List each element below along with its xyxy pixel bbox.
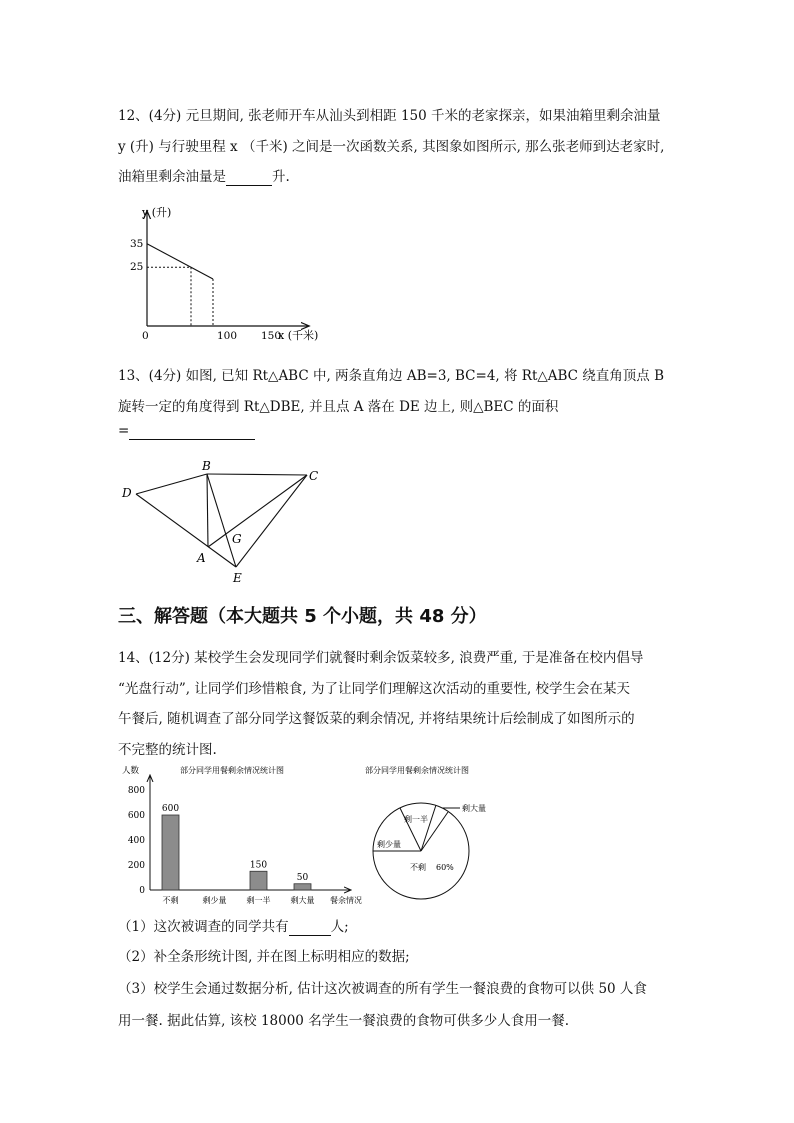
pie-label-large-remain: 剩大量 <box>462 804 486 813</box>
label-point-A: A <box>197 551 206 565</box>
q12-x-tick-150: 150 <box>261 330 282 342</box>
q12-x-axis-label: x (千米) <box>278 329 319 342</box>
q14-sub1-suffix: 人; <box>330 919 349 935</box>
bar-category-label: 剩一半 <box>246 896 271 905</box>
bar-y-tick-label: 600 <box>127 811 145 821</box>
bar-data-label: 50 <box>296 872 309 883</box>
q12-y-tick-35: 35 <box>130 238 144 250</box>
q14-sub1-answer-blank[interactable] <box>289 919 331 936</box>
bar-category-label: 剩大量 <box>290 896 315 905</box>
q14-pie-chart <box>360 760 560 908</box>
bar-data-label: 150 <box>249 860 268 871</box>
bar-y-tick-label: 800 <box>127 786 145 796</box>
q13-answer-blank[interactable] <box>129 423 255 440</box>
bar-mark <box>162 815 179 890</box>
q14-text-line3: 午餐后, 随机调查了部分同学这餐饭菜的剩余情况, 并将结果统计后绘制成了如图所示的 <box>118 711 635 727</box>
label-point-D: D <box>122 486 132 500</box>
bar-category-label: 剩少量 <box>202 896 227 905</box>
q12-text-line1: 12、(4分) 元旦期间, 张老师开车从汕头到相距 150 千米的老家探亲，如果油箱里剩余油量 <box>118 108 661 124</box>
section-heading: 三、解答题（本大题共 5 个小题，共 48 分） <box>118 606 487 627</box>
q13-equals-sign: = <box>118 423 130 439</box>
q13-text-line1: 13、(4分) 如图, 已知 Rt△ABC 中, 两条直角边 AB=3, BC=4, 将 Rt△ABC 绕直角顶点 B <box>118 368 665 384</box>
q12-x-tick-100: 100 <box>217 330 238 342</box>
q13-text-line2: 旋转一定的角度得到 Rt△DBE, 并且点 A 落在 DE 边上, 则△BEC 的面积 <box>118 399 559 415</box>
bar-chart-y-label: 人数 <box>122 766 140 776</box>
q14-sub2: （2）补全条形统计图, 并在图上标明相应的数据; <box>118 949 410 965</box>
label-point-C: C <box>309 469 319 483</box>
segment-CA <box>208 475 307 547</box>
label-point-E: E <box>233 571 242 585</box>
q12-y-axis-label: y (升) <box>142 206 172 219</box>
q14-sub1 <box>118 915 349 936</box>
bar-chart-x-label: 餐余情况 <box>330 896 362 905</box>
q14-sub1-prefix: （1）这次被调查的同学共有 <box>118 919 289 935</box>
bar-data-label: 600 <box>161 804 180 814</box>
q14-bar-chart <box>118 760 373 908</box>
q12-origin-label: 0 <box>142 330 149 342</box>
pie-divider-3 <box>421 805 436 851</box>
q13-text-line3 <box>118 423 255 440</box>
segment-BC <box>207 474 307 475</box>
pie-label-half-remain: 剩一半 <box>404 815 428 824</box>
q13-geometry-figure <box>115 455 330 587</box>
bar-mark <box>250 871 267 890</box>
q14-sub3-line1: （3）校学生会通过数据分析, 估计这次被调查的所有学生一餐浪费的食物可以供 50 人食 <box>118 981 647 997</box>
q12-function-graph <box>120 200 350 348</box>
pie-label-none: 不剩 <box>410 863 426 872</box>
segment-BE <box>207 474 236 567</box>
q12-answer-blank[interactable] <box>226 169 272 186</box>
segment-DB <box>136 474 207 494</box>
label-point-B: B <box>202 459 211 473</box>
q12-y-tick-25: 25 <box>130 261 144 273</box>
q12-text-line3 <box>118 165 290 186</box>
q14-text-line4: 不完整的统计图. <box>118 742 217 758</box>
segment-BA <box>207 474 208 547</box>
q14-text-line2: “光盘行动”, 让同学们珍惜粮食, 为了让同学们理解这次活动的重要性, 校学生会在某天 <box>118 681 631 697</box>
pie-chart-title: 部分同学用餐剩余情况统计图 <box>365 766 469 775</box>
segment-DE <box>136 494 236 567</box>
q14-text-line1: 14、(12分) 某校学生会发现同学们就餐时剩余饭菜较多, 浪费严重, 于是准备在校内倡导 <box>118 650 644 666</box>
label-point-G: G <box>232 532 242 546</box>
bar-y-tick-label: 400 <box>127 836 145 846</box>
q12-line3-prefix: 油箱里剩余油量是 <box>118 169 226 185</box>
segment-CE <box>236 475 307 567</box>
pie-label-little-remain: 剩少量 <box>377 840 401 849</box>
q12-line3-suffix: 升. <box>272 169 290 185</box>
q12-text-line2: y (升) 与行驶里程 x （千米) 之间是一次函数关系, 其图象如图所示, 那么张老师到达老家时, <box>118 139 665 155</box>
pie-value-none: 60% <box>436 863 454 872</box>
q14-sub3-line2: 用一餐. 据此估算, 该校 18000 名学生一餐浪费的食物可供多少人食用一餐. <box>118 1013 569 1029</box>
bar-mark <box>294 884 311 890</box>
bar-category-label: 不剩 <box>162 896 179 905</box>
bar-chart-title: 部分同学用餐剩余情况统计图 <box>180 766 284 775</box>
bar-y-tick-label: 200 <box>127 861 145 871</box>
q12-function-line <box>147 244 213 279</box>
bar-y-tick-label: 0 <box>139 886 145 896</box>
